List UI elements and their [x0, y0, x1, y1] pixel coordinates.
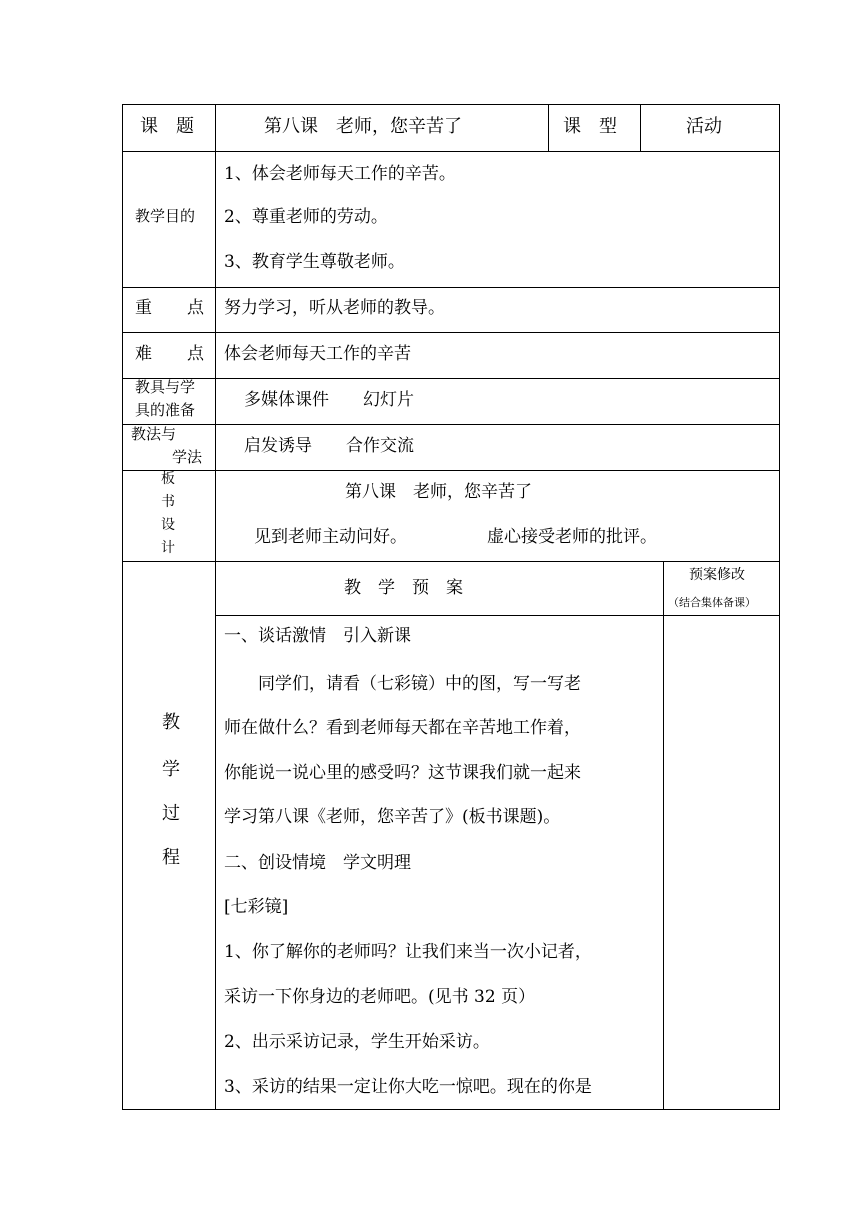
plan-header: 教 学 预 案	[344, 578, 463, 598]
process-label-char: 过	[162, 803, 180, 824]
column-divider	[663, 561, 664, 1109]
board-label-char: 书	[161, 494, 175, 510]
tools-label: 教具与学	[135, 378, 196, 396]
process-line: 一、谈话激情 引入新课	[224, 626, 411, 646]
column-divider	[640, 105, 641, 151]
process-line: [七彩镜]	[224, 897, 289, 917]
process-line: 3、采访的结果一定让你大吃一惊吧。现在的你是	[224, 1077, 592, 1097]
process-line: 采访一下你身边的老师吧。(见书 32 页）	[224, 987, 536, 1007]
objective-item: 2、尊重老师的劳动。	[224, 207, 388, 227]
board-label-char: 设	[161, 517, 175, 533]
difficulty-text: 体会老师每天工作的辛苦	[224, 344, 411, 364]
row-divider	[123, 151, 779, 152]
type-label: 课 型	[563, 116, 617, 137]
key-point-label: 重	[135, 298, 152, 318]
process-line: 1、你了解你的老师吗？让我们来当一次小记者，	[224, 942, 592, 962]
row-divider	[215, 615, 779, 616]
process-line: 学习第八课《老师，您辛苦了》(板书课题)。	[224, 807, 561, 827]
key-point-label: 点	[187, 298, 204, 318]
row-divider	[123, 470, 779, 471]
difficulty-label: 难	[135, 344, 152, 364]
revise-subheader: （结合集体备课）	[668, 596, 756, 609]
lesson-title: 第八课 老师，您辛苦了	[264, 116, 462, 137]
board-label-char: 板	[161, 471, 175, 487]
row-divider	[123, 424, 779, 425]
board-title: 第八课 老师，您辛苦了	[345, 482, 532, 502]
column-divider	[215, 105, 216, 1109]
board-label-char: 计	[161, 540, 175, 556]
tools-label: 具的准备	[135, 401, 196, 419]
process-line: 你能说一说心里的感受吗？这节课我们就一起来	[224, 763, 581, 783]
board-line-right: 虚心接受老师的批评。	[487, 527, 657, 547]
lesson-type: 活动	[686, 116, 722, 137]
objectives-label: 教学目的	[135, 207, 196, 225]
process-line: 师在做什么？看到老师每天都在辛苦地工作着，	[224, 718, 581, 738]
objective-item: 3、教育学生尊敬老师。	[224, 252, 405, 272]
revise-header: 预案修改	[689, 567, 745, 583]
difficulty-label: 点	[187, 344, 204, 364]
process-label-char: 程	[162, 847, 180, 868]
process-line: 2、出示采访记录，学生开始采访。	[224, 1032, 490, 1052]
row-divider	[123, 378, 779, 379]
methods-label: 教法与	[131, 425, 177, 443]
tools-text: 多媒体课件 幻灯片	[244, 390, 414, 410]
key-point-text: 努力学习，听从老师的教导。	[224, 298, 445, 318]
topic-label: 课 题	[140, 116, 194, 137]
process-label-char: 学	[162, 759, 180, 780]
process-label-char: 教	[162, 712, 180, 733]
row-divider	[123, 332, 779, 333]
board-line-left: 见到老师主动问好。	[254, 527, 407, 547]
process-line: 二、创设情境 学文明理	[224, 853, 411, 873]
methods-label: 学法	[172, 448, 203, 466]
methods-text: 启发诱导 合作交流	[244, 436, 414, 456]
row-divider	[123, 561, 779, 562]
column-divider	[548, 105, 549, 151]
process-line: 同学们，请看（七彩镜）中的图，写一写老	[224, 674, 581, 694]
row-divider	[123, 287, 779, 288]
objective-item: 1、体会老师每天工作的辛苦。	[224, 164, 456, 184]
